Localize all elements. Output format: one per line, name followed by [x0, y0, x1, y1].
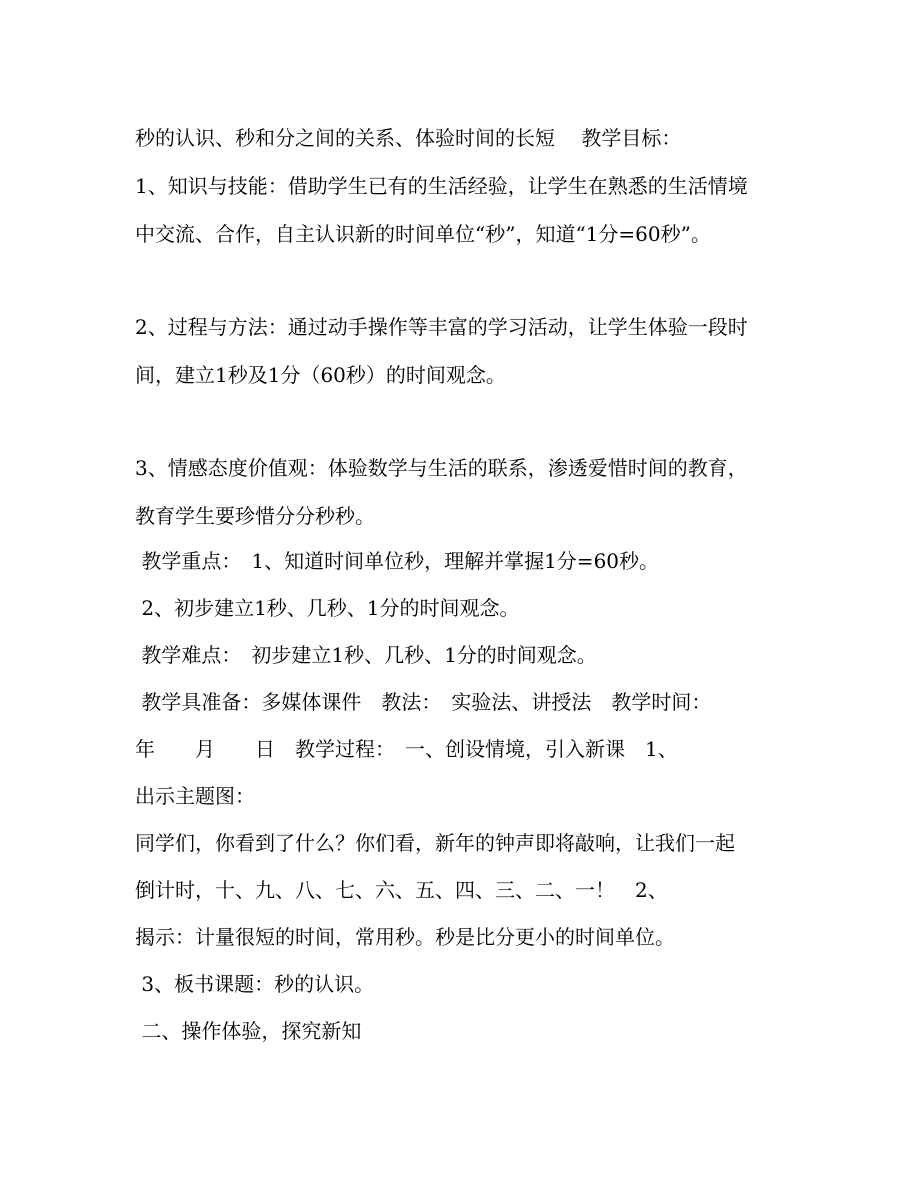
text-line: 1、知识与技能：借助学生已有的生活经验，让学生在熟悉的生活情境 — [135, 174, 748, 198]
text-line: 教学重点： 1、知道时间单位秒，理解并掌握1分=60秒。 — [135, 549, 660, 573]
text-line: 3、情感态度价值观：体验数学与生活的联系，渗透爱惜时间的教育， — [135, 456, 748, 480]
text-line: 二、操作体验，探究新知 — [135, 1019, 362, 1043]
text-line: 秒的认识、秒和分之间的关系、体验时间的长短 教学目标： — [135, 126, 682, 150]
text-line: 中交流、合作，自主认识新的时间单位“秒”，知道“1分=60秒”。 — [135, 222, 711, 246]
text-line: 年 月 日 教学过程： 一、创设情境，引入新课 1、 — [135, 737, 678, 761]
text-line: 出示主题图： — [135, 784, 255, 808]
text-line: 教学具准备：多媒体课件 教法： 实验法、讲授法 教学时间： — [135, 690, 712, 714]
text-line: 同学们，你看到了什么？你们看，新年的钟声即将敲响，让我们一起 — [135, 831, 735, 855]
text-line: 3、板书课题：秒的认识。 — [135, 972, 375, 996]
text-line: 间，建立1秒及1分（60秒）的时间观念。 — [135, 363, 506, 387]
text-line: 2、过程与方法：通过动手操作等丰富的学习活动，让学生体验一段时 — [135, 315, 748, 339]
text-line: 揭示：计量很短的时间，常用秒。秒是比分更小的时间单位。 — [135, 925, 675, 949]
text-line: 教育学生要珍惜分分秒秒。 — [135, 504, 375, 528]
text-line: 2、初步建立1秒、几秒、1分的时间观念。 — [135, 596, 520, 620]
text-line: 教学难点： 初步建立1秒、几秒、1分的时间观念。 — [135, 643, 597, 667]
text-line: 倒计时，十、九、八、七、六、五、四、三、二、一！ 2、 — [135, 878, 668, 902]
